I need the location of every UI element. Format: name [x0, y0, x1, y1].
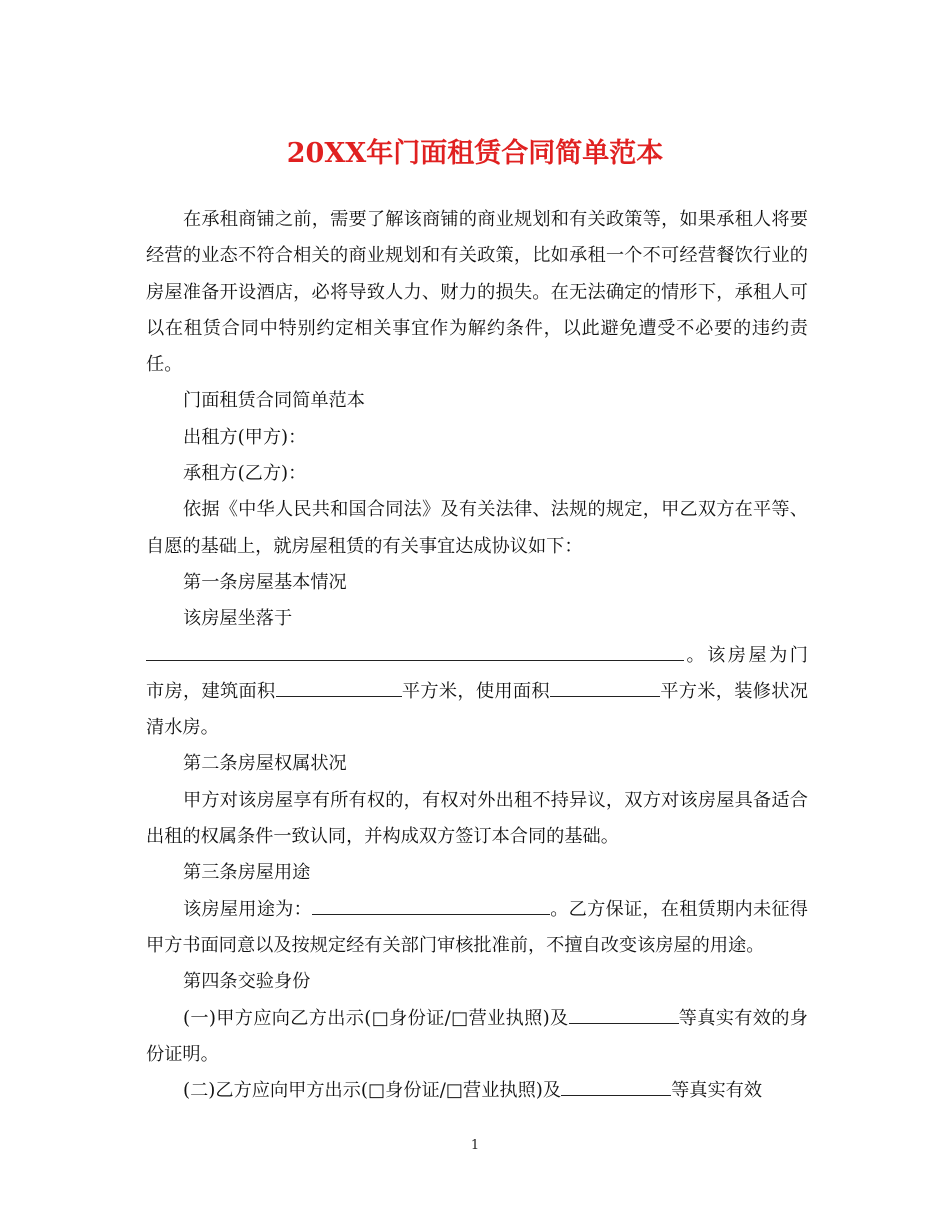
article-4-item-2-a: (二)乙方应向甲方出示(□身份证/□营业执照)及 — [183, 1080, 562, 1102]
article-4-item-2 — [146, 1073, 808, 1109]
lessee-id-blank — [561, 1077, 671, 1096]
article-1-type-a: 。该房屋为门市房，建筑面积 — [146, 644, 808, 702]
article-4-item-1 — [146, 1001, 808, 1074]
building-area-blank — [276, 678, 402, 697]
article-4-heading: 第四条交验身份 — [183, 971, 311, 993]
article-1-location: 该房屋坐落于 — [183, 608, 293, 630]
article-2-heading: 第二条房屋权属状况 — [183, 753, 347, 775]
intro-paragraph: 在承租商铺之前，需要了解该商铺的商业规划和有关政策等，如果承租人将要经营的业态不符合相关的商业规划和有关政策，比如承租一个不可经营餐饮行业的房屋准备开设酒店，必将导致人力、财力的损失。在无法确定的情形下，承租人可以在租赁合同中特别约定相关事宜作为解约条件，以此避免遭受不必要的违约责任。 — [146, 209, 808, 376]
usable-area-blank — [550, 678, 660, 697]
document-title: 20XX年门面租赁合同简单范本 — [286, 138, 664, 169]
article-1-heading: 第一条房屋基本情况 — [183, 571, 347, 593]
lessor-id-blank — [569, 1005, 679, 1024]
article-3-text-a: 该房屋用途为： — [183, 898, 312, 920]
article-4-item-2-b: 等真实有效 — [671, 1080, 763, 1102]
usage-blank — [312, 896, 550, 915]
lessor-line: 出租方(甲方)： — [183, 426, 307, 448]
article-1-type-c: 平方米，装修状况清水房。 — [146, 680, 808, 739]
article-4-item-1-a: (一)甲方应向乙方出示(□身份证/□营业执照)及 — [183, 1007, 569, 1029]
lessee-line: 承租方(乙方)： — [183, 463, 307, 485]
article-3-heading: 第三条房屋用途 — [183, 862, 311, 884]
subtitle-paragraph: 门面租赁合同简单范本 — [183, 390, 365, 412]
address-blank — [146, 642, 684, 661]
document-body — [146, 202, 808, 1109]
article-2-text: 甲方对该房屋享有所有权的，有权对外出租不持异议，双方对该房屋具备适合出租的权属条件一致认同，并构成双方签订本合同的基础。 — [146, 789, 808, 848]
article-4-item-1-b: 等真实有效的身份证明。 — [146, 1007, 808, 1065]
article-1-details — [146, 638, 808, 747]
article-1-type-b: 平方米，使用面积 — [401, 680, 550, 702]
basis-paragraph: 依据《中华人民共和国合同法》及有关法律、法规的规定，甲乙双方在平等、自愿的基础上，就房屋租赁的有关事宜达成协议如下： — [146, 499, 808, 557]
article-3-text-b: 。乙方保证，在租赁期内未征得甲方书面同意以及按规定经有关部门审核批准前，不擅自改变该房屋的用途。 — [146, 898, 808, 956]
page-number: 1 — [470, 1138, 480, 1153]
article-3-text — [146, 892, 808, 965]
